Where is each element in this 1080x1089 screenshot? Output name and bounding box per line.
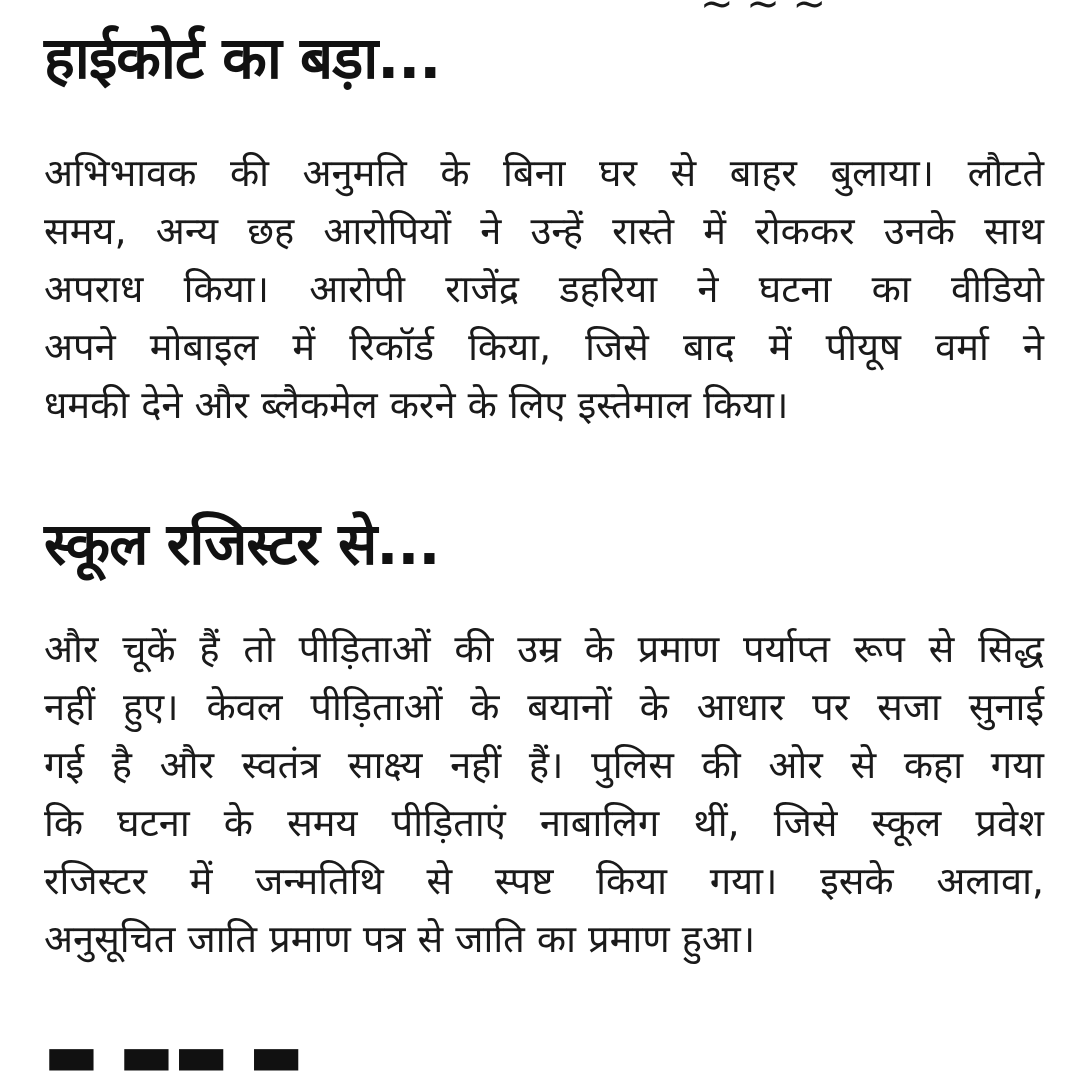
paragraph-line: रजिस्टर में जन्मतिथि से स्पष्ट किया गया। इसके अलावा,	[44, 859, 1045, 903]
paragraph-line: अपने मोबाइल में रिकॉर्ड किया, जिसे बाद में पीयूष वर्मा ने	[44, 325, 1044, 369]
cropped-previous-line: ~ ~ ~	[700, 0, 826, 27]
paragraph-highcourt	[44, 144, 1044, 434]
paragraph-line: कि घटना के समय पीड़िताएं नाबालिग थीं, जिसे स्कूल प्रवेश	[44, 801, 1044, 845]
article-section-highcourt	[44, 22, 1044, 434]
paragraph-line: और चूकें हैं तो पीड़िताओं की उम्र के प्रमाण पर्याप्त रूप से सिद्ध	[44, 627, 1044, 671]
article-section-school-register	[44, 508, 1044, 968]
headline-school-register: स्कूल रजिस्टर से...	[44, 510, 440, 578]
paragraph-line: धमकी देने और ब्लैकमेल करने के लिए इस्तेमाल किया।	[44, 383, 789, 427]
paragraph-line: अभिभावक की अनुमति के बिना घर से बाहर बुलाया। लौटते	[44, 151, 1044, 195]
paragraph-line: समय, अन्य छह आरोपियों ने उन्हें रास्ते में रोककर उनके साथ	[44, 209, 1044, 253]
paragraph-line: अनुसूचित जाति प्रमाण पत्र से जाति का प्रमाण हुआ।	[44, 917, 756, 961]
headline-highcourt: हाईकोर्ट का बड़ा...	[44, 24, 441, 92]
paragraph-line: गई है और स्वतंत्र साक्ष्य नहीं हैं। पुलिस की ओर से कहा गया	[44, 743, 1044, 787]
cropped-next-headline: ▬ ▬▬ ▬	[44, 1021, 304, 1089]
paragraph-line: अपराध किया। आरोपी राजेंद्र डहरिया ने घटना का वीडियो	[44, 267, 1044, 311]
paragraph-line: नहीं हुए। केवल पीड़िताओं के बयानों के आधार पर सजा सुनाई	[44, 685, 1044, 729]
paragraph-school-register	[44, 620, 1044, 968]
